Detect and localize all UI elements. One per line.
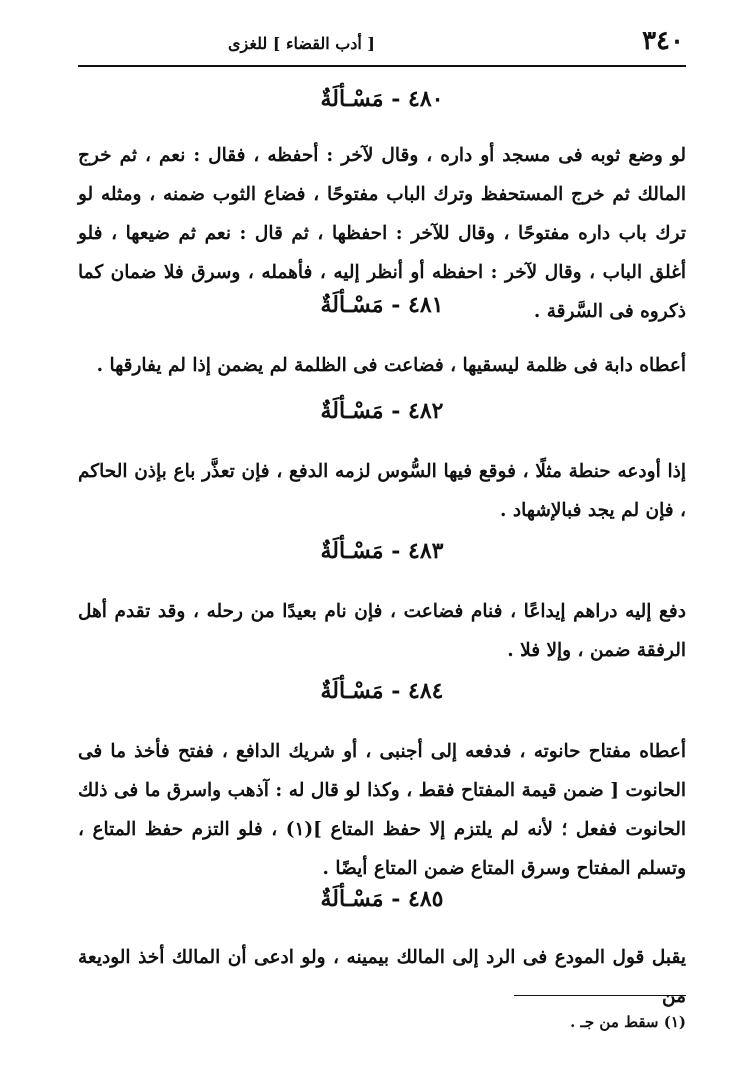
- page-header: [78, 26, 686, 64]
- section-heading-485: ٤٨٥ - مَسْـألَةٌ: [320, 886, 444, 912]
- running-title: [ أدب القضاء ] للغزى: [228, 34, 375, 53]
- footnote-rule: [514, 995, 686, 996]
- page-number: ٣٤٠: [642, 26, 684, 56]
- section-heading-484: ٤٨٤ - مَسْـألَةٌ: [320, 678, 444, 704]
- section-text-482: إذا أودعه حنطة مثلًا ، فوقع فيها السُّوس لزمه الدفع ، فإن تعذَّر باع بإذن الحاكم ، فإن لم يجد فبالإشهاد .: [78, 461, 686, 521]
- header-rule: [78, 65, 686, 67]
- section-heading-482: ٤٨٢ - مَسْـألَةٌ: [320, 398, 444, 424]
- section-text-480: لو وضع ثوبه فى مسجد أو داره ، وقال لآخر : أحفظه ، فقال : نعم ، ثم خرج المالك ثم خرج المستحفظ وترك الباب مفتوحًا ، فضاع الثوب ضمنه ، ومثله لو ترك باب داره مفتوحًا ، وقال للآخر : احفظها ، ثم قال : نعم ثم ضيعها ، فلو أغلق الباب ، وقال لآخر : احفظه أو أنظر إليه ، فأهمله ، وسرق فلا ضمان كما ذكروه فى السَّرقة .: [78, 145, 686, 322]
- section-text-483: دفع إليه دراهم إيداعًا ، فنام فضاعت ، فإن نام بعيدًا من رحله ، وقد تقدم أهل الرفقة ضمن ، وإلا فلا .: [78, 601, 686, 661]
- section-heading-481: ٤٨١ - مَسْـألَةٌ: [320, 292, 444, 318]
- section-text-481: أعطاه دابة فى ظلمة ليسقيها ، فضاعت فى الظلمة لم يضمن إذا لم يفارقها .: [96, 355, 686, 376]
- section-text-484: أعطاه مفتاح حانوته ، فدفعه إلى أجنبى ، أو شريك الدافع ، ففتح فأخذ ما فى الحانوت [ ضمن قيمة المفتاح فقط ، وكذا لو قال له : آذهب واسرق ما فى ذلك الحانوت ففعل ؛ لأنه لم يلتزم إلا حفظ المتاع ](١) ، فلو التزم حفظ المتاع ، وتسلم المفتاح وسرق المتاع ضمن المتاع أيضًا .: [78, 741, 686, 879]
- section-heading-483: ٤٨٣ - مَسْـألَةٌ: [320, 538, 444, 564]
- footnote: (١) سقط من جـ .: [570, 1013, 686, 1031]
- section-heading-480: ٤٨٠ - مَسْـألَةٌ: [320, 86, 444, 112]
- section-text-485: يقبل قول المودع فى الرد إلى المالك بيمينه ، ولو ادعى أن المالك أخذ الوديعة من: [78, 947, 686, 1007]
